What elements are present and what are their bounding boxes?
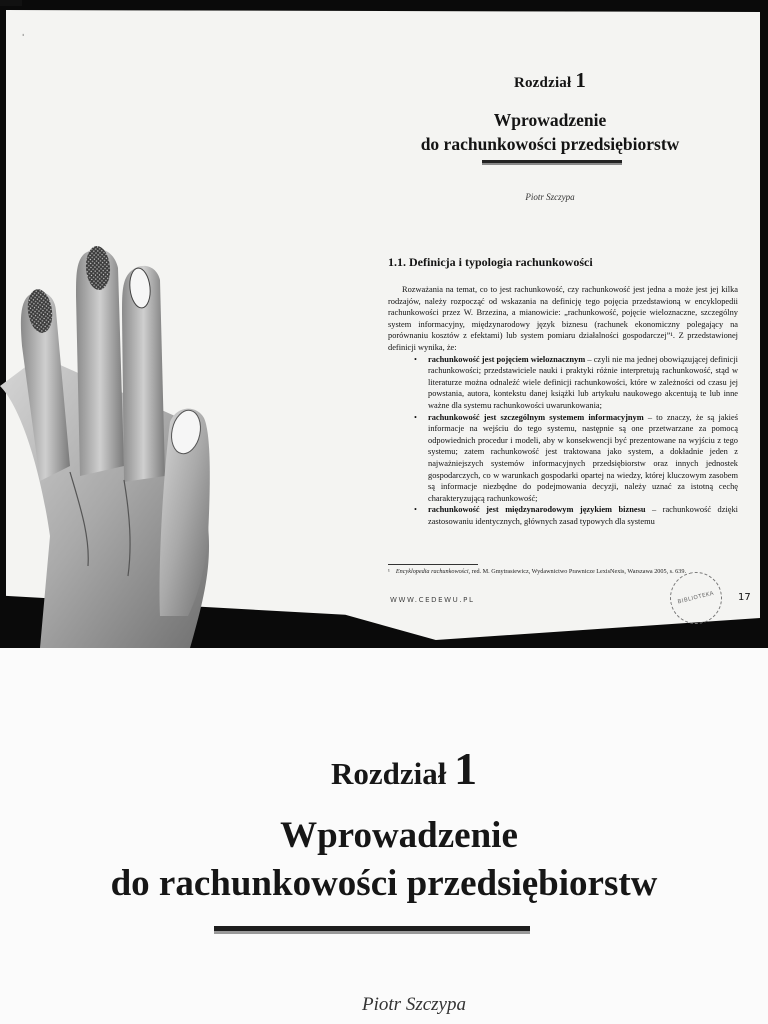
list-item-bold: rachunkowość jest pojęciem wieloznacznym: [428, 354, 586, 364]
enlarged-title-line-2: do rachunkowości przedsiębiorstw: [110, 863, 658, 904]
section-heading: 1.1. Definicja i typologia rachunkowości: [388, 255, 593, 269]
list-item-bold: rachunkowość jest szczególnym systemem informacyjnym: [428, 412, 644, 422]
chapter-number: 1: [575, 68, 587, 92]
enlarged-title-crop: [0, 648, 768, 1024]
list-item: [388, 354, 738, 412]
hand-image: [0, 236, 262, 648]
list-item-text: – to znaczy, że są jakieś informacje na wejściu do tego systemu, następnie są one przetwarzane za pomocą odpowiednich procedur i modeli, aby w konsekwencji być prezentowane na wyjściu z tego systemu; zatem rachunkowość jest traktowana jako system, a dokładnie jeden z najważniejszych systemów informacyjnych przedsiębiorstw oraz innych jednostek gospodarczych, co w warunkach gospodarki opartej na wiedzy, której kluczowym zasobem są informacje niezbędne do podejmowania decyzji, należy uznać za istotną cechę charakteryzującą rachunkowość;: [428, 412, 738, 503]
bullet-icon: •: [414, 354, 417, 364]
enlarged-author-name: Piotr Szczypa: [362, 994, 466, 1015]
chapter-label: [360, 68, 740, 93]
chapter-title: [360, 108, 740, 156]
publisher-website: WWW.CEDEWU.PL: [390, 596, 475, 604]
definition-list: [388, 354, 738, 528]
chapter-label-text: Rozdział: [513, 75, 572, 91]
page-number: 17: [738, 592, 751, 603]
enlarged-chapter-label-text: Rozdział: [330, 756, 447, 791]
scan-corner-mark: [0, 0, 22, 6]
footnote-source: Encyklopedia rachunkowości: [395, 568, 469, 575]
enlarged-chapter-number: 1: [454, 743, 478, 794]
footnote-divider: [388, 564, 478, 565]
enlarged-title-line-1: Wprowadzenie: [280, 815, 518, 856]
footnote-number: ¹: [388, 568, 390, 575]
list-item-text: – czyli nie ma jednej obowiązującej definicji rachunkowości; przedstawiciele nauki i praktyki różnie interpretują rachunkowość, stąd w literaturze można odnaleźć wiele definicji rachunkowości, które w zależności od czasu jej powstania, autora, kontekstu danej książki lub artykułu naukowego akcentują te lub inne ważne dla systemu rachunkowości uwarunkowania;: [428, 354, 738, 410]
author-name: Piotr Szczypa: [525, 192, 575, 202]
enlarged-chapter-label: [0, 742, 768, 795]
list-item: [388, 412, 738, 505]
body-text: [388, 284, 738, 527]
title-divider: [482, 160, 622, 163]
chapter-title-line-1: Wprowadzenie: [493, 110, 607, 130]
chapter-title-line-2: do rachunkowości przedsiębiorstw: [420, 134, 680, 154]
list-item-text: – rachunkowość dzięki zastosowaniu identycznych, głównych zasad typowych dla systemu: [428, 505, 738, 526]
bullet-icon: •: [414, 505, 417, 515]
scan-speck: ˌ: [22, 28, 25, 37]
bullet-icon: •: [414, 412, 417, 422]
stamp-text: BIBLIOTEKA: [677, 590, 715, 606]
footnote-text: , red. M. Gmytrasiewicz, Wydawnictwo Prawnicze LexisNexis, Warszawa 2005, s. 639.: [468, 568, 687, 575]
intro-paragraph: Rozważania na temat, co to jest rachunkowość, czy rachunkowość jest jedna a może jest jej kilka rodzajów, należy rozpocząć od wskazania na definicję tego pojęcia przedstawioną w encyklopedii rachunkowości przez W. Brzezina, a mianowicie: „rachunkowość, pojęcie wieloznaczne, szczególny system informacyjny, międzynarodowy język biznesu (rachunek ekonomiczny polegający na porównaniu kosztów z efektami) lub system pomiaru działalności gospodarczej”¹. Z przedstawionej definicji wynika, że:: [388, 285, 738, 352]
enlarged-title-divider: [214, 926, 530, 931]
list-item-bold: rachunkowość jest międzynarodowym językiem biznesu: [428, 505, 646, 515]
list-item: [388, 504, 738, 527]
